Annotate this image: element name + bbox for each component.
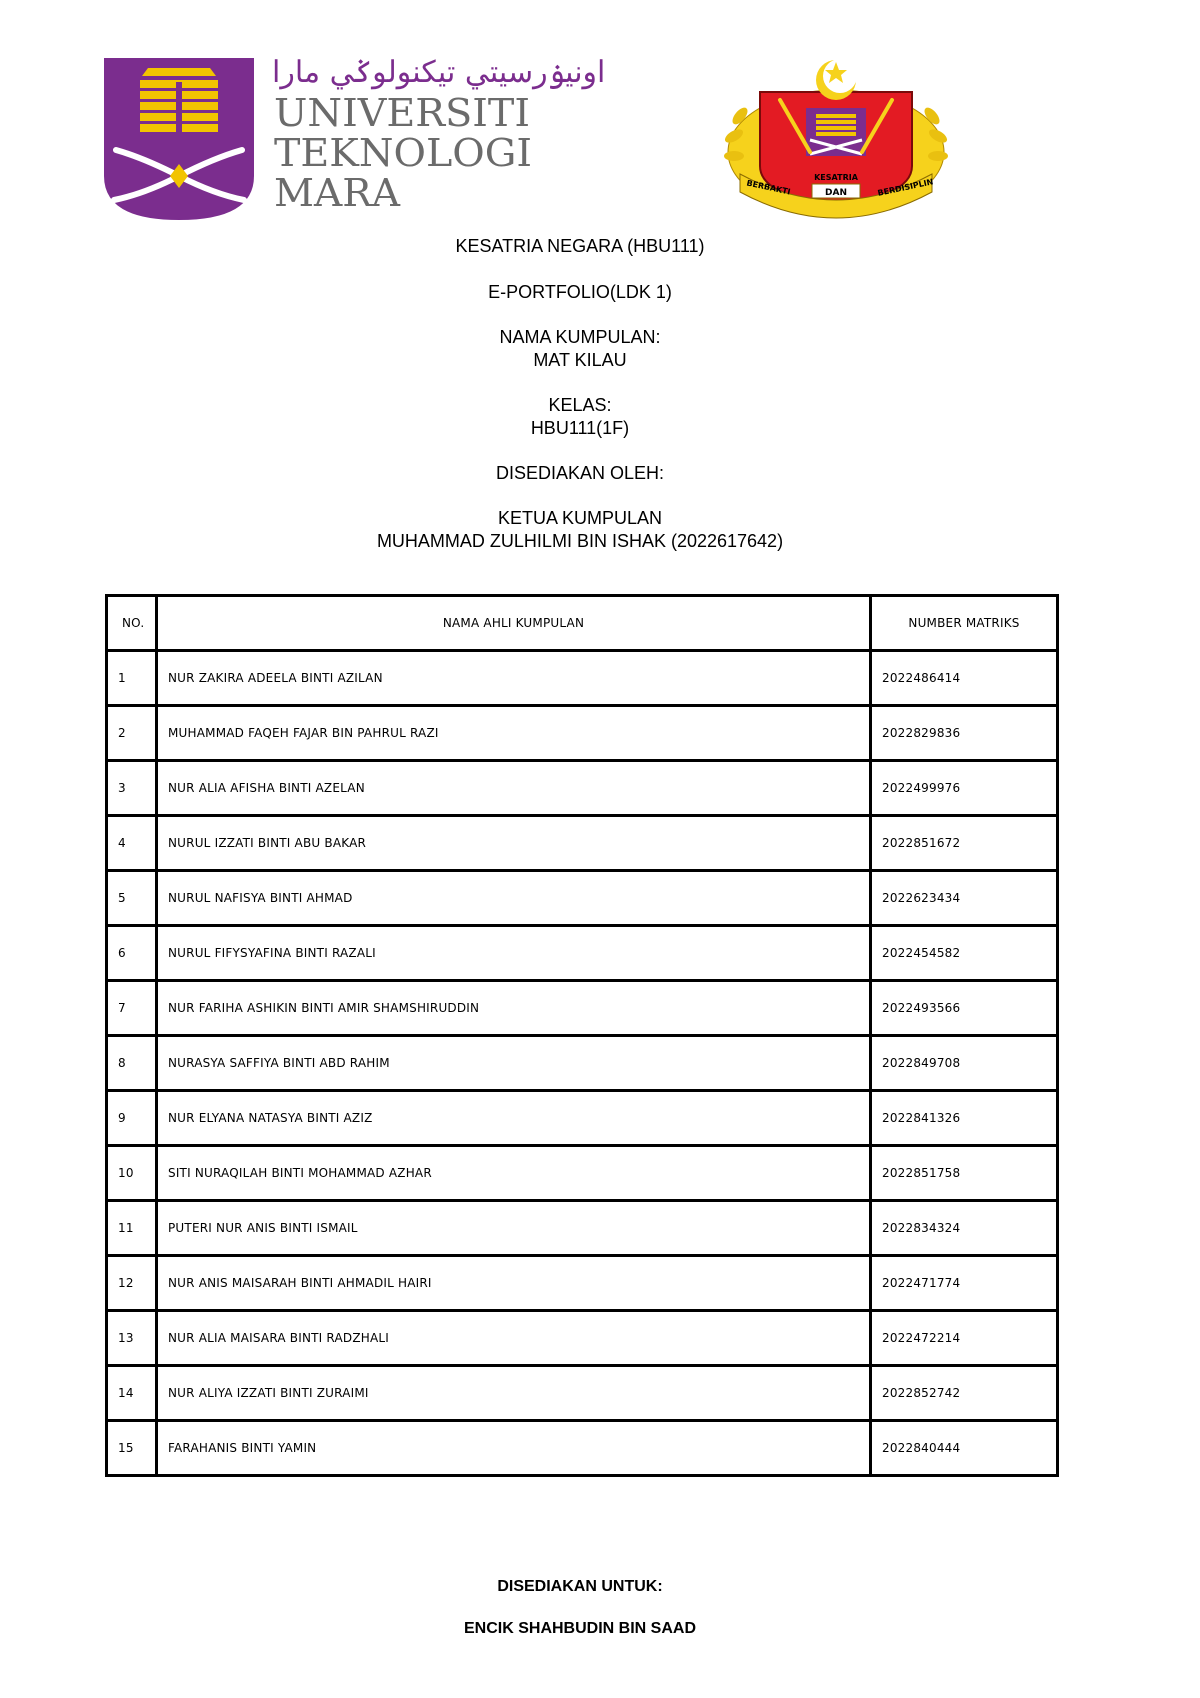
row-number: 6	[107, 926, 157, 981]
leader-label: KETUA KUMPULAN	[497, 508, 663, 528]
member-name: NUR FARIHA ASHIKIN BINTI AMIR SHAMSHIRUDDIN	[157, 981, 871, 1036]
member-name: NUR ALIYA IZZATI BINTI ZURAIMI	[157, 1366, 871, 1421]
row-number: 8	[107, 1036, 157, 1091]
table-row	[107, 1201, 1058, 1256]
member-name: PUTERI NUR ANIS BINTI ISMAIL	[157, 1201, 871, 1256]
uitm-name-line2: TEKNOLOGI	[274, 131, 532, 175]
crest-right-text: BERDISIPLIN	[876, 177, 935, 198]
uitm-name-line1: UNIVERSITI	[274, 91, 530, 135]
table-row	[107, 871, 1058, 926]
leader-value: MUHAMMAD ZULHILMI BIN ISHAK (2022617642)	[376, 531, 784, 551]
header-no: NO.	[107, 596, 157, 651]
matric-number: 2022493566	[871, 981, 1058, 1036]
table-row	[107, 926, 1058, 981]
member-name: MUHAMMAD FAQEH FAJAR BIN PAHRUL RAZI	[157, 706, 871, 761]
table-row	[107, 1366, 1058, 1421]
matric-number: 2022499976	[871, 761, 1058, 816]
table-row	[107, 1091, 1058, 1146]
matric-number: 2022851672	[871, 816, 1058, 871]
row-number: 10	[107, 1146, 157, 1201]
course-title: KESATRIA NEGARA (HBU111)	[455, 236, 705, 256]
row-number: 15	[107, 1421, 157, 1476]
table-row	[107, 651, 1058, 706]
row-number: 9	[107, 1091, 157, 1146]
table-row	[107, 1256, 1058, 1311]
crest-left-text: BERBAKTI	[745, 178, 792, 197]
row-number: 7	[107, 981, 157, 1036]
row-number: 5	[107, 871, 157, 926]
row-number: 14	[107, 1366, 157, 1421]
table-row	[107, 1146, 1058, 1201]
table-row	[107, 1311, 1058, 1366]
member-name: SITI NURAQILAH BINTI MOHAMMAD AZHAR	[157, 1146, 871, 1201]
class-label: KELAS:	[548, 395, 612, 415]
member-name: NUR ALIA AFISHA BINTI AZELAN	[157, 761, 871, 816]
matric-number: 2022851758	[871, 1146, 1058, 1201]
kesatria-crest	[720, 56, 952, 220]
row-number: 11	[107, 1201, 157, 1256]
matric-number: 2022841326	[871, 1091, 1058, 1146]
table-header-row	[107, 596, 1058, 651]
matric-number: 2022486414	[871, 651, 1058, 706]
crest-top-text: KESATRIA	[814, 173, 858, 182]
recipient-name: ENCIK SHAHBUDIN BIN SAAD	[463, 1620, 696, 1637]
crest-mid-text: DAN	[825, 188, 847, 198]
table-row	[107, 761, 1058, 816]
row-number: 13	[107, 1311, 157, 1366]
matric-number: 2022623434	[871, 871, 1058, 926]
row-number: 1	[107, 651, 157, 706]
row-number: 2	[107, 706, 157, 761]
matric-number: 2022834324	[871, 1201, 1058, 1256]
member-name: NUR ZAKIRA ADEELA BINTI AZILAN	[157, 651, 871, 706]
member-name: NUR ELYANA NATASYA BINTI AZIZ	[157, 1091, 871, 1146]
members-table	[105, 594, 1059, 1477]
prepared-for-label: DISEDIAKAN UNTUK:	[497, 1578, 663, 1595]
member-name: NUR ANIS MAISARAH BINTI AHMADIL HAIRI	[157, 1256, 871, 1311]
row-number: 12	[107, 1256, 157, 1311]
header-matric: NUMBER MATRIKS	[871, 596, 1058, 651]
matric-number: 2022829836	[871, 706, 1058, 761]
table-row	[107, 706, 1058, 761]
member-name: NURUL IZZATI BINTI ABU BAKAR	[157, 816, 871, 871]
matric-number: 2022840444	[871, 1421, 1058, 1476]
row-number: 3	[107, 761, 157, 816]
table-row	[107, 981, 1058, 1036]
prepared-by-label: DISEDIAKAN OLEH:	[495, 463, 665, 483]
portfolio-title: E-PORTFOLIO(LDK 1)	[488, 282, 672, 302]
header-name: NAMA AHLI KUMPULAN	[157, 596, 871, 651]
class-value: HBU111(1F)	[530, 418, 630, 438]
matric-number: 2022454582	[871, 926, 1058, 981]
member-name: NURUL NAFISYA BINTI AHMAD	[157, 871, 871, 926]
table-row	[107, 816, 1058, 871]
member-name: NURASYA SAFFIYA BINTI ABD RAHIM	[157, 1036, 871, 1091]
group-label: NAMA KUMPULAN:	[499, 327, 661, 347]
group-value: MAT KILAU	[533, 350, 627, 370]
uitm-jawi-text: اونيۏرسيتي تيكنولوݢي مارا	[272, 55, 606, 90]
matric-number: 2022852742	[871, 1366, 1058, 1421]
uitm-logo	[104, 55, 606, 220]
member-name: NUR ALIA MAISARA BINTI RADZHALI	[157, 1311, 871, 1366]
matric-number: 2022471774	[871, 1256, 1058, 1311]
matric-number: 2022849708	[871, 1036, 1058, 1091]
row-number: 4	[107, 816, 157, 871]
member-name: FARAHANIS BINTI YAMIN	[157, 1421, 871, 1476]
member-name: NURUL FIFYSYAFINA BINTI RAZALI	[157, 926, 871, 981]
table-row	[107, 1036, 1058, 1091]
matric-number: 2022472214	[871, 1311, 1058, 1366]
uitm-name-line3: MARA	[274, 171, 401, 215]
table-row	[107, 1421, 1058, 1476]
